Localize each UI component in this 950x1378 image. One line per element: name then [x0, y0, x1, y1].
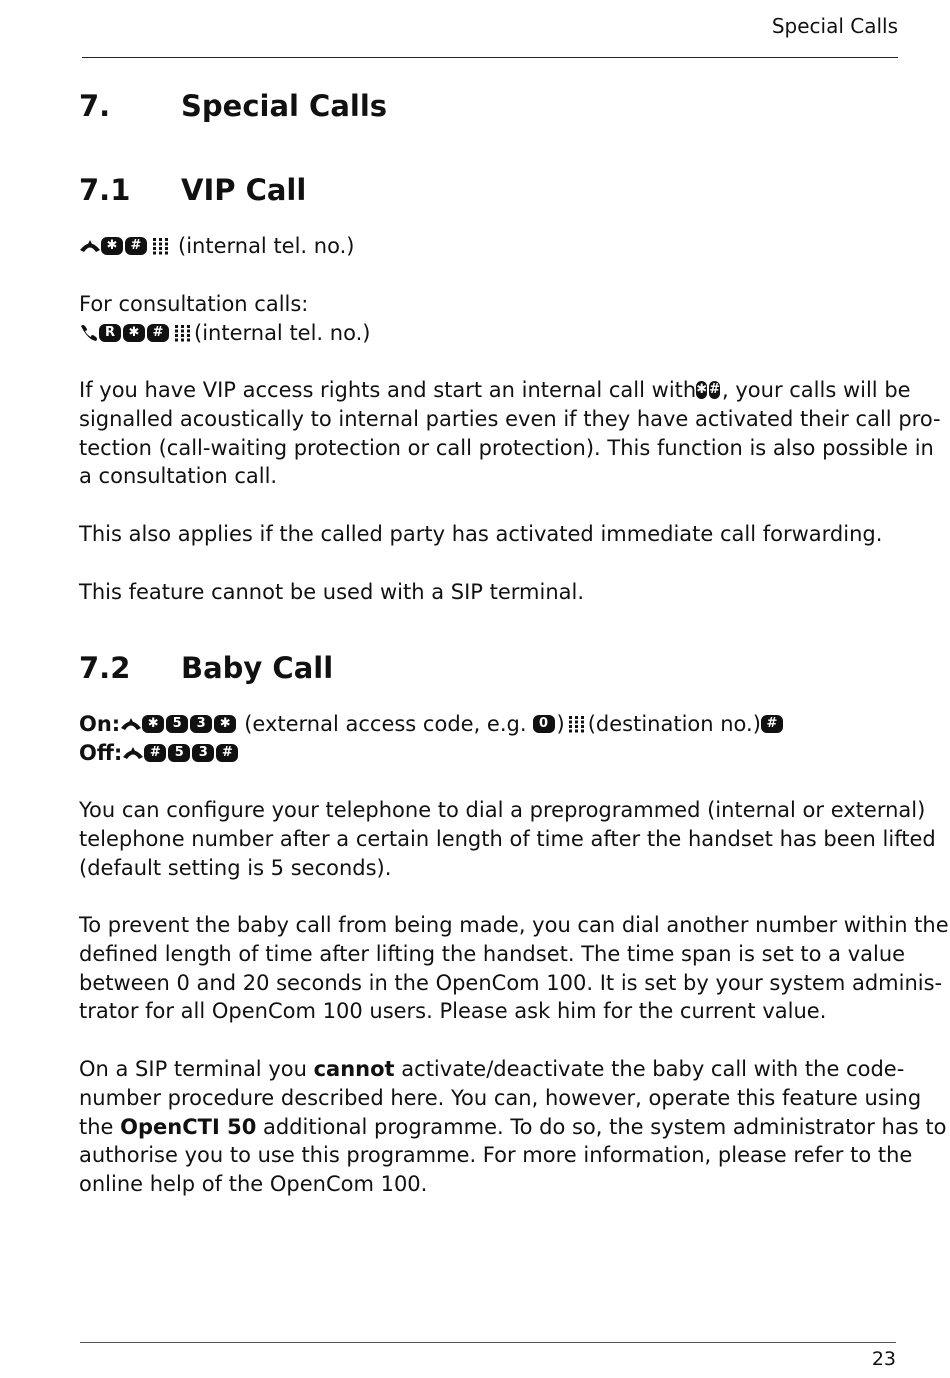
off-label: Off:: [79, 741, 123, 765]
consultation-label: For consultation calls:: [79, 292, 309, 316]
text-line: You can configure your telephone to dial a preprogrammed (internal or external): [79, 798, 926, 822]
baby-paragraph-1: [79, 796, 936, 882]
zero-key: 0: [533, 715, 555, 733]
hash-key: #: [709, 382, 721, 398]
destination-note: (destination no.): [587, 712, 761, 736]
on-label: On:: [79, 712, 121, 736]
star-key: ✱: [142, 715, 164, 733]
keypad-icon: [175, 325, 190, 342]
star-key: ✱: [123, 324, 145, 342]
text-span: activate/deactivate the baby call with the code-: [401, 1057, 905, 1081]
chapter-heading: [79, 88, 387, 124]
consultation-procedure: [79, 319, 899, 348]
lift-handset-icon: [122, 745, 144, 761]
text-line: trator for all OpenCom 100 users. Please ask him for the current value.: [79, 999, 827, 1024]
section-title: VIP Call: [181, 173, 307, 207]
section-heading-vip: [79, 172, 306, 208]
text-span: additional programme. To do so, the system administrator has to: [263, 1114, 947, 1139]
baby-paragraph-2: [79, 911, 949, 1026]
page-number: 23: [871, 1348, 896, 1370]
lift-handset-icon: [79, 238, 101, 254]
consultation-procedure-note: (internal tel. no.): [194, 321, 371, 345]
on-note: (external access code, e.g.: [244, 712, 527, 736]
hash-key: #: [125, 237, 147, 255]
text-line: number procedure described here. You can, however, operate this feature using: [79, 1085, 922, 1110]
text-line: tection (call-waiting protection or call protection). This function is also possible in: [79, 435, 934, 460]
text-line: telephone number after a certain length of time after the handset has been lifted: [79, 826, 936, 851]
text-span: the: [79, 1114, 114, 1139]
baby-paragraph-3: [79, 1055, 947, 1199]
text-line: defined length of time after lifting the handset. The time span is set to a value: [79, 941, 906, 966]
lift-handset-icon: [120, 716, 142, 732]
text-line: (default setting is 5 seconds).: [79, 855, 392, 880]
hash-key: #: [761, 715, 783, 733]
keypad-icon: [153, 238, 168, 255]
hash-key: #: [144, 744, 166, 762]
text-line: a consultation call.: [79, 464, 278, 489]
section-heading-baby: [79, 650, 333, 686]
text-line: signalled acoustically to internal parties even if they have activated their call pro-: [79, 406, 941, 431]
baby-on-procedure: [79, 710, 899, 739]
chapter-title: Special Calls: [181, 89, 388, 123]
text-span: On a SIP terminal you: [79, 1057, 307, 1081]
text-line: authorise you to use this programme. For more information, please refer to the: [79, 1143, 913, 1168]
text-span: If you have VIP access rights and start an internal call with: [79, 378, 697, 402]
chapter-number: 7.: [79, 89, 111, 123]
handset-icon: [79, 324, 99, 342]
section-number: 7.1: [79, 173, 131, 207]
vip-procedure-note: (internal tel. no.): [178, 234, 355, 258]
text-line: [79, 1055, 905, 1084]
text-line: To prevent the baby call from being made, you can dial another number within the: [79, 913, 949, 937]
three-key: 3: [190, 715, 212, 733]
vip-paragraph-2: This also applies if the called party has activated immediate call forwarding.: [79, 522, 883, 546]
star-key: ✱: [696, 382, 708, 398]
text-line: between 0 and 20 seconds in the OpenCom 100. It is set by your system adminis-: [79, 970, 943, 995]
product-name: OpenCTI 50: [120, 1114, 257, 1139]
keypad-icon: [569, 716, 584, 733]
text-line: online help of the OpenCom 100.: [79, 1172, 428, 1197]
text-span: , your calls will be: [722, 378, 911, 402]
running-header: Special Calls: [771, 14, 898, 38]
hash-key: #: [216, 744, 238, 762]
r-key: R: [99, 324, 121, 342]
section-number: 7.2: [79, 651, 131, 685]
hash-key: #: [147, 324, 169, 342]
five-key: 5: [166, 715, 188, 733]
star-key: ✱: [214, 715, 236, 733]
five-key: 5: [168, 744, 190, 762]
vip-paragraph-3: This feature cannot be used with a SIP terminal.: [79, 580, 585, 604]
footer-rule: [80, 1342, 896, 1343]
section-title: Baby Call: [181, 651, 334, 685]
three-key: 3: [192, 744, 214, 762]
vip-procedure: [79, 232, 899, 261]
star-key: ✱: [101, 237, 123, 255]
header-rule: [82, 57, 898, 58]
baby-off-procedure: [79, 739, 899, 768]
emphasis-text: cannot: [313, 1057, 395, 1081]
text-line: [79, 376, 911, 405]
text-line: [79, 1113, 947, 1142]
on-close: ): [556, 712, 565, 736]
vip-paragraph-1: [79, 376, 941, 491]
